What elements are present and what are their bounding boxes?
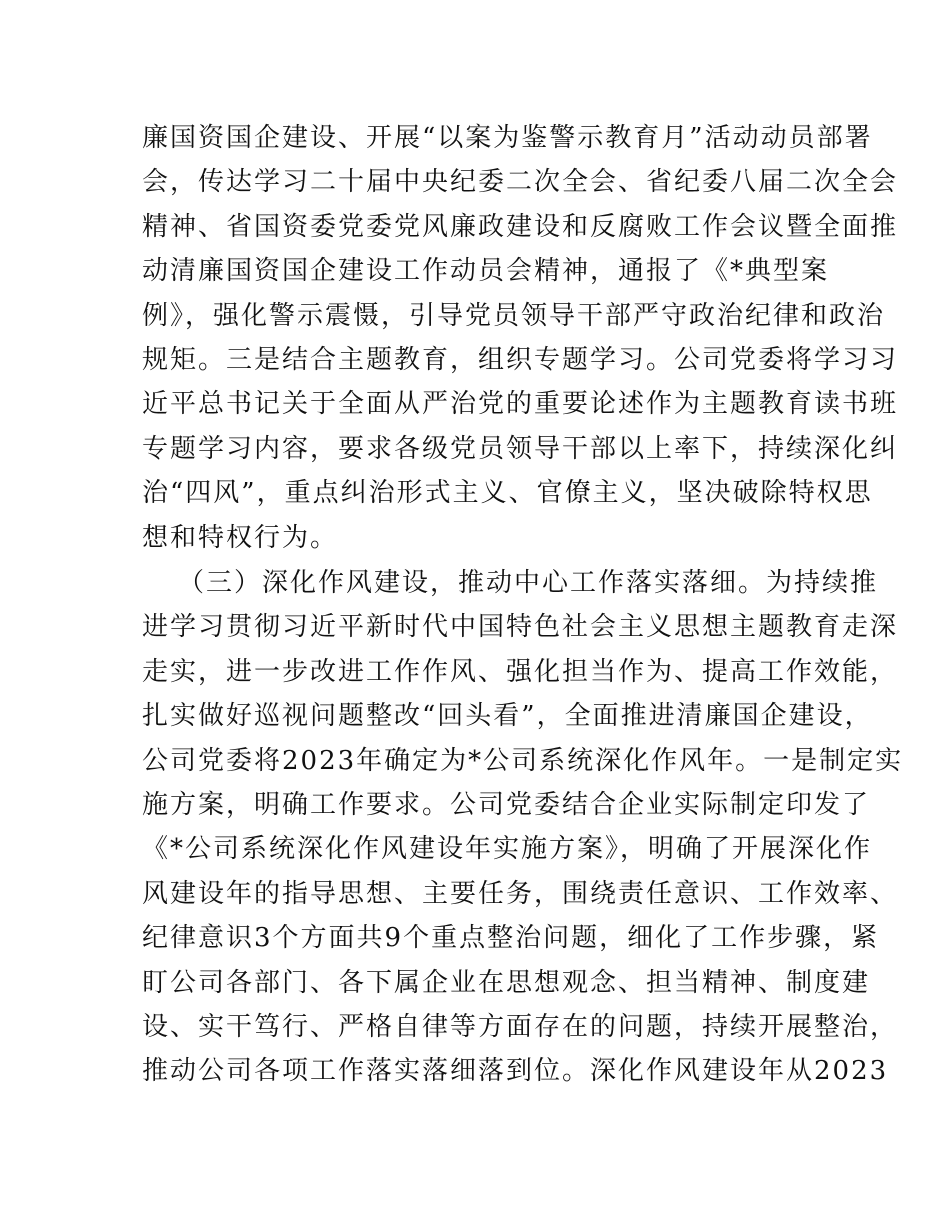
paragraph-line: 《*公司系统深化作风建设年实施方案》，明确了开展深化作 (142, 834, 873, 865)
paragraph-line: 设、实干笃行、严格自律等方面存在的问题，持续开展整治， (142, 1011, 899, 1042)
paragraph-line: 专题学习内容，要求各级党员领导干部以上率下，持续深化纠 (142, 433, 899, 464)
paragraph-section-3 (142, 561, 904, 1094)
paragraph-line: 精神、省国资委党委党风廉政建设和反腐败工作会议暨全面推 (142, 211, 899, 242)
paragraph-line: 治“四风”，重点纠治形式主义、官僚主义，坚决破除特权思 (142, 478, 873, 509)
paragraph-line: 会，传达学习二十届中央纪委二次全会、省纪委八届二次全会 (142, 167, 899, 198)
paragraph-line: 公司党委将2023年确定为*公司系统深化作风年。一是制定实 (142, 745, 904, 776)
paragraph-line: 走实，进一步改进工作作风、强化担当作为、提高工作效能， (142, 656, 899, 687)
section-heading-line: （三）深化作风建设，推动中心工作落实落细。为持续推 (178, 568, 879, 598)
paragraph-line: 规矩。三是结合主题教育，组织专题学习。公司党委将学习习 (142, 344, 899, 375)
paragraph-line: 风建设年的指导思想、主要任务，围绕责任意识、工作效率、 (142, 878, 899, 909)
paragraph-line: 盯公司各部门、各下属企业在思想观念、担当精神、制度建 (142, 967, 871, 998)
paragraph-line: 纪律意识3个方面共9个重点整治问题，细化了工作步骤，紧 (142, 923, 880, 954)
paragraph-line: 想和特权行为。 (142, 522, 339, 553)
paragraph-line: 廉国资国企建设、开展“以案为鉴警示教育月”活动动员部署 (142, 123, 873, 153)
paragraph-line: 例》，强化警示震慑，引导党员领导干部严守政治纪律和政治 (142, 300, 886, 331)
paragraph-line: 进学习贯彻习近平新时代中国特色社会主义思想主题教育走深 (142, 612, 899, 643)
paragraph-line: 近平总书记关于全面从严治党的重要论述作为主题教育读书班 (142, 389, 899, 420)
paragraph-line: 推动公司各项工作落实落细落到位。深化作风建设年从2023 (142, 1056, 889, 1087)
paragraph-continued (142, 116, 899, 560)
paragraph-line: 施方案，明确工作要求。公司党委结合企业实际制定印发了 (142, 789, 871, 820)
paragraph-line: 扎实做好巡视问题整改“回头看”，全面推进清廉国企建设， (142, 701, 873, 732)
paragraph-line: 动清廉国资国企建设工作动员会精神，通报了《*典型案 (142, 256, 830, 287)
